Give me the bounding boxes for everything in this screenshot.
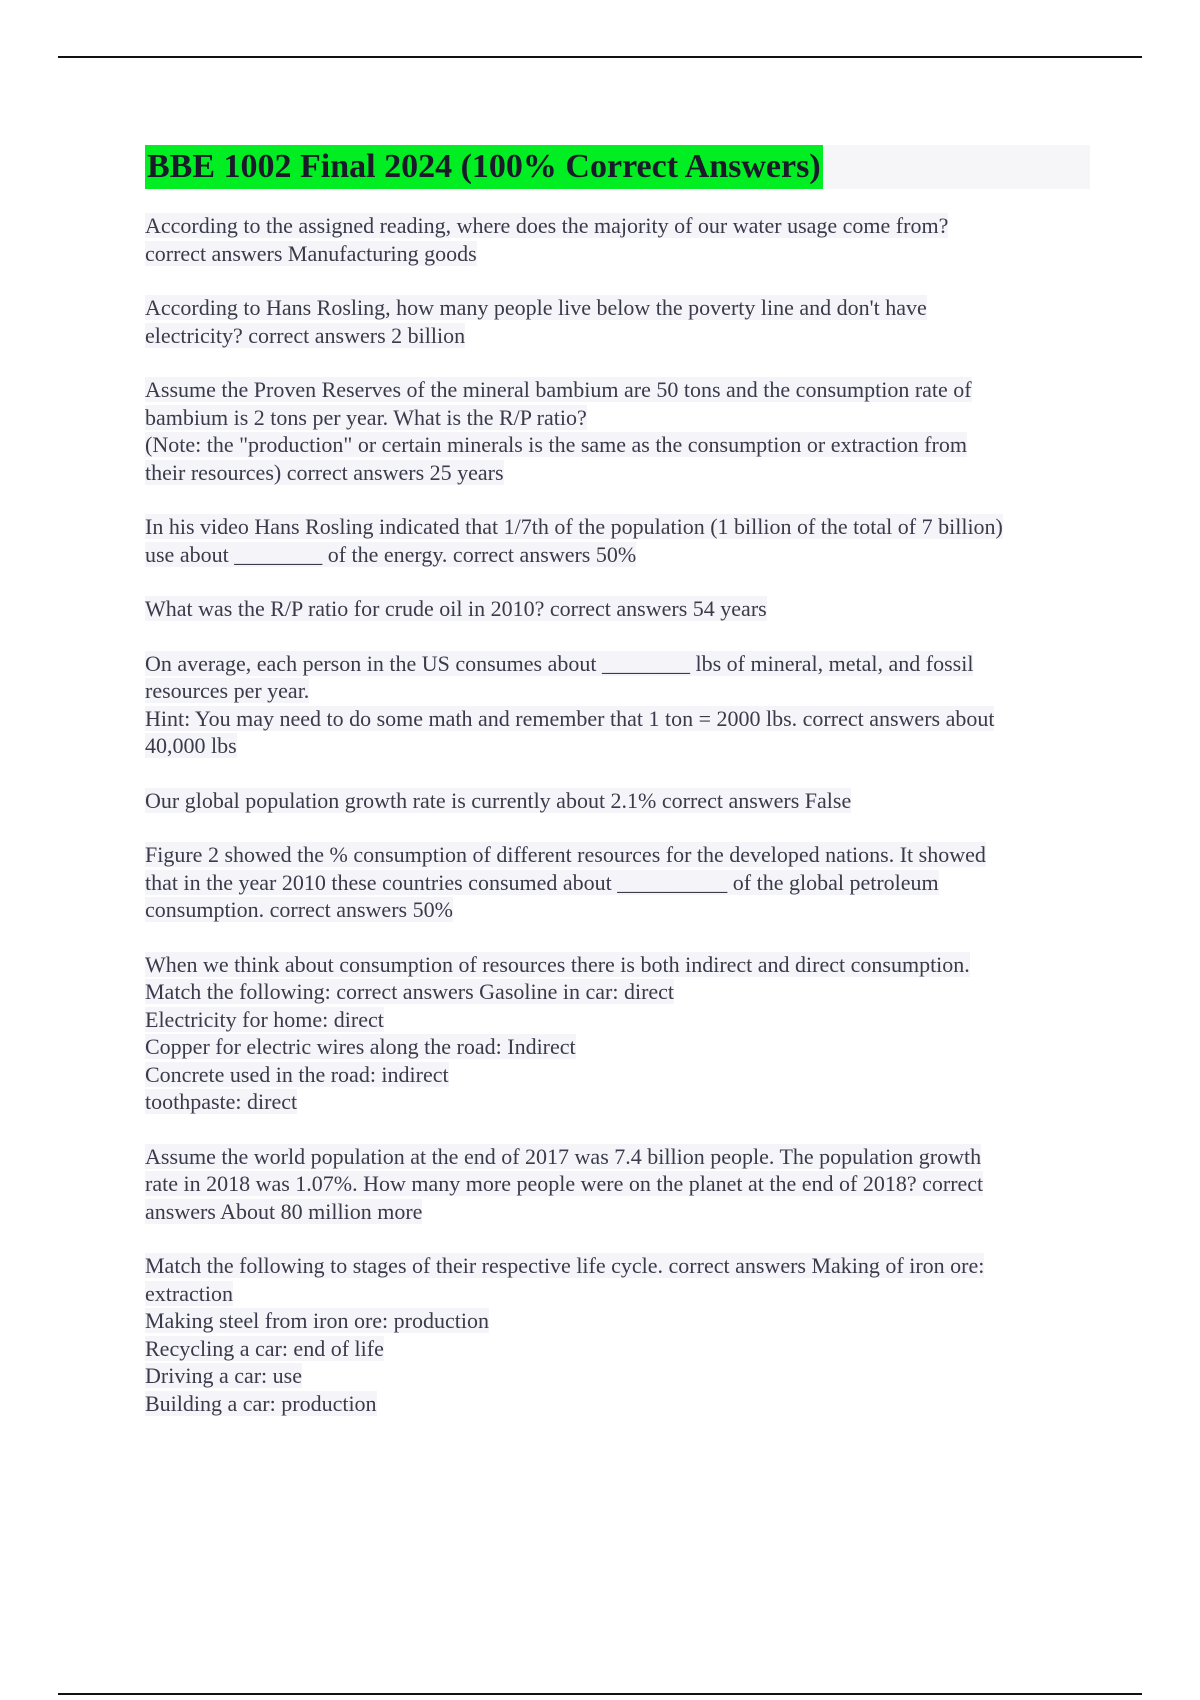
title-row <box>145 145 1090 189</box>
qa-item <box>145 787 1090 815</box>
qa-line: toothpaste: direct <box>145 1089 298 1114</box>
qa-line: rate in 2018 was 1.07%. How many more people were on the planet at the end of 2018? correct <box>145 1171 984 1196</box>
qa-line: When we think about consumption of resources there is both indirect and direct consumption. <box>145 951 970 977</box>
qa-line-row <box>145 1198 1090 1226</box>
qa-line: resources per year. <box>145 678 310 703</box>
qa-line-row <box>145 541 1090 569</box>
qa-line: correct answers Manufacturing goods <box>145 240 477 266</box>
qa-line: (Note: the "production" or certain minerals is the same as the consumption or extraction from <box>145 432 967 457</box>
qa-line: use about ________ of the energy. correct answers 50% <box>145 541 637 567</box>
qa-line-row <box>145 1061 1090 1089</box>
qa-line-row <box>145 732 1090 760</box>
qa-line-row <box>145 869 1090 897</box>
qa-line-row <box>145 431 1090 459</box>
qa-line-row <box>145 1307 1090 1335</box>
qa-line-row <box>145 595 1090 623</box>
qa-line-row <box>145 705 1090 733</box>
qa-line: Match the following: correct answers Gasoline in car: direct <box>145 979 675 1004</box>
qa-line-row <box>145 513 1090 541</box>
qa-line-row <box>145 841 1090 869</box>
qa-line-row <box>145 1335 1090 1363</box>
qa-line-row <box>145 677 1090 705</box>
qa-line-row <box>145 1143 1090 1171</box>
qa-line-row <box>145 951 1090 979</box>
qa-line-row <box>145 1280 1090 1308</box>
qa-line-row <box>145 1006 1090 1034</box>
qa-line: According to Hans Rosling, how many people live below the poverty line and don't have <box>145 295 927 320</box>
qa-line-row <box>145 1362 1090 1390</box>
qa-item <box>145 1143 1090 1226</box>
qa-line: their resources) correct answers 25 years <box>145 459 504 485</box>
qa-line-row <box>145 404 1090 432</box>
qa-line-row <box>145 376 1090 404</box>
qa-line-row <box>145 650 1090 678</box>
qa-line-row <box>145 787 1090 815</box>
qa-line: Figure 2 showed the % consumption of different resources for the developed nations. It showed <box>145 842 986 867</box>
document-body <box>145 212 1090 1444</box>
qa-line: bambium is 2 tons per year. What is the R/P ratio? <box>145 404 587 430</box>
qa-line: Building a car: production <box>145 1390 377 1416</box>
qa-line: Recycling a car: end of life <box>145 1335 384 1361</box>
qa-line-row <box>145 212 1090 240</box>
qa-line: Match the following to stages of their respective life cycle. correct answers Making of iron ore: <box>145 1253 985 1278</box>
qa-line: extraction <box>145 1280 233 1306</box>
qa-line-row <box>145 1252 1090 1280</box>
qa-line: Assume the Proven Reserves of the mineral bambium are 50 tons and the consumption rate of <box>145 377 972 402</box>
qa-item <box>145 951 1090 1116</box>
qa-line-row <box>145 896 1090 924</box>
qa-line-row <box>145 240 1090 268</box>
qa-line: Our global population growth rate is currently about 2.1% correct answers False <box>145 787 852 813</box>
qa-line: electricity? correct answers 2 billion <box>145 322 466 348</box>
qa-line: Assume the world population at the end of 2017 was 7.4 billion people. The population growth <box>145 1143 982 1169</box>
qa-item <box>145 513 1090 568</box>
qa-item <box>145 212 1090 267</box>
qa-line-row <box>145 1088 1090 1116</box>
qa-line: According to the assigned reading, where does the majority of our water usage come from? <box>145 213 949 238</box>
qa-line-row <box>145 1390 1090 1418</box>
header-rule <box>58 56 1142 58</box>
qa-line-row <box>145 1170 1090 1198</box>
qa-item <box>145 650 1090 760</box>
qa-line: In his video Hans Rosling indicated that 1/7th of the population (1 billion of the total of 7 billion) <box>145 514 1003 539</box>
qa-item <box>145 1252 1090 1417</box>
qa-line: Electricity for home: direct <box>145 1006 384 1032</box>
qa-line-row <box>145 294 1090 322</box>
qa-item <box>145 595 1090 623</box>
qa-line-row <box>145 978 1090 1006</box>
qa-line: 40,000 lbs <box>145 733 237 758</box>
qa-line-row <box>145 1033 1090 1061</box>
qa-line: What was the R/P ratio for crude oil in 2010? correct answers 54 years <box>145 596 767 621</box>
qa-line: consumption. correct answers 50% <box>145 897 453 922</box>
qa-line: Hint: You may need to do some math and remember that 1 ton = 2000 lbs. correct answers about <box>145 705 995 731</box>
qa-line: Driving a car: use <box>145 1363 302 1388</box>
qa-line: On average, each person in the US consumes about ________ lbs of mineral, metal, and fossil <box>145 650 974 676</box>
qa-line: that in the year 2010 these countries consumed about __________ of the global petroleum <box>145 869 939 895</box>
qa-line: answers About 80 million more <box>145 1198 423 1224</box>
qa-line: Copper for electric wires along the road: Indirect <box>145 1034 576 1059</box>
footer-rule <box>58 1693 1142 1695</box>
qa-line: Making steel from iron ore: production <box>145 1308 489 1333</box>
qa-line-row <box>145 459 1090 487</box>
document-title: BBE 1002 Final 2024 (100% Correct Answers) <box>145 145 823 189</box>
qa-item <box>145 841 1090 924</box>
qa-item <box>145 294 1090 349</box>
qa-line-row <box>145 322 1090 350</box>
qa-line: Concrete used in the road: indirect <box>145 1061 449 1087</box>
qa-item <box>145 376 1090 486</box>
